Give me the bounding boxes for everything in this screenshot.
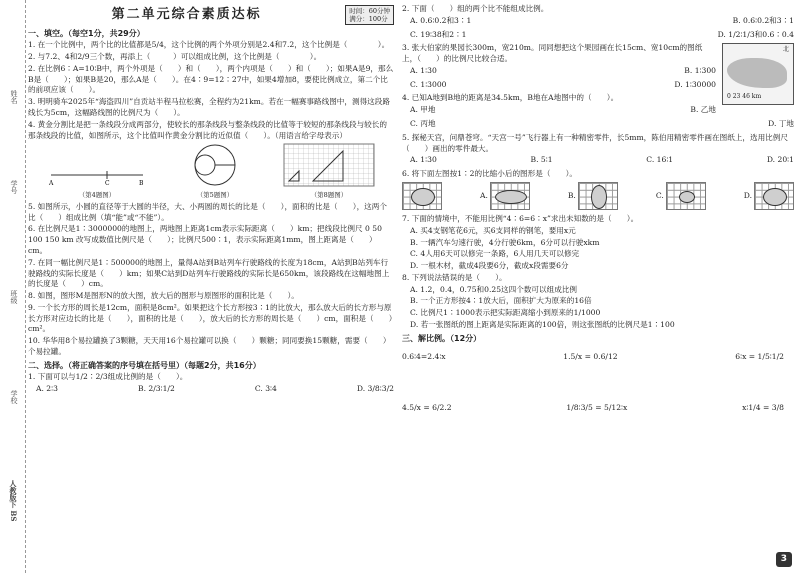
- right-page: [402, 4, 794, 414]
- equation: x∶1/4 = 3/8: [742, 402, 784, 412]
- grid-icon: [402, 182, 442, 210]
- shape-blob: [495, 190, 527, 204]
- figure-4: [47, 161, 147, 199]
- option-b: B. 2/3∶1/2: [137, 383, 175, 393]
- options-row: [410, 30, 794, 41]
- option-line: D. 若一张图纸的图上距离是实际距离的100倍，则这张图纸的比例尺是1∶100: [410, 319, 675, 329]
- question: 1. 在一个比例中，两个比的比值都是5/4，这个比例的两个外项分别是2.4和7.2，这个比例是（ ）。: [28, 40, 390, 50]
- shape-blob: [411, 188, 435, 206]
- options-row: [410, 105, 716, 116]
- option-d: D. 3/8∶3/2: [356, 383, 394, 393]
- grid-icon: [666, 182, 706, 210]
- option-line: B. 一个正方形按4∶1放大后，面积扩大为原来的16倍: [410, 296, 592, 306]
- equation: 4.5/x = 6/2.2: [402, 402, 452, 412]
- option-d: D.: [744, 182, 794, 210]
- svg-text:C: C: [105, 180, 110, 188]
- option-c: C. 1∶3000: [410, 79, 447, 89]
- options-row: [410, 80, 716, 91]
- shape-options-row: [402, 182, 794, 210]
- brand-label: 人教版下 BS: [9, 480, 18, 522]
- option-line: A. 1.2，0.4，0.75和0.25这四个数可以组成比例: [410, 284, 577, 294]
- question: 4. 黄金分割比是把一条线段分成两部分，使较长的那条线段与整条线段的比值等于较短的那条线段与较长的那条线段的比值，如图所示，这个比值叫作黄金分割比的近似值（ ）。（用语言给字母表示）: [28, 119, 387, 140]
- question: 2. 与7.2、4和2/9三个数，再添上（ ）可以组成比例，这个比例是（ ）。: [28, 52, 322, 62]
- option-c: C. 16∶1: [646, 155, 674, 165]
- shape-blob: [679, 191, 695, 203]
- map-scale-bar: 0 23 46 km: [727, 92, 762, 100]
- binding-gutter: [0, 0, 26, 573]
- original-shape: [402, 182, 442, 210]
- time-limit: 时间：60分钟: [349, 6, 390, 15]
- options-row: [410, 16, 794, 27]
- question: 5. 如图所示，小圆的直径等于大圆的半径，大、小两圆的周长的比是（ ），面积的比是（ ），这两个比（ ）组成比例（填“能”或“不能”）。: [28, 201, 387, 222]
- option-a: A. 甲地: [410, 105, 436, 115]
- question: 1. 下面可以与1/2∶2/3组成比例的是（ ）。: [28, 372, 188, 382]
- map-land-shape: [727, 58, 787, 88]
- svg-text:A: A: [49, 180, 54, 188]
- map-figure: [722, 43, 794, 105]
- option-d: D. 20∶1: [766, 155, 794, 165]
- left-page: [28, 4, 394, 398]
- figure-5-caption: （第5题图）: [196, 190, 234, 199]
- options-row: [36, 384, 394, 395]
- option-line: A. 买4支钢笔花6元，买6支同样的钢笔，要用x元: [410, 225, 576, 235]
- option-c: C. 3∶4: [254, 383, 277, 393]
- option-a: A. 2∶3: [36, 383, 58, 393]
- section-2-heading: 二、选择。（将正确答案的序号填在括号里）（每题2分，共16分）: [28, 360, 261, 370]
- question: 6. 在比例尺是1∶3000000的地图上，两地图上距离1cm表示实际距离（ ）km；把线段比例尺 0 50 100 150 km 改写成数值比例尺是（ ）；比例尺500∶1，表示实际距离1mm，图上距离是（ ）cm。: [28, 224, 382, 255]
- option-b: B. 0.6∶0.2和3∶1: [732, 15, 794, 25]
- figure-8: [283, 143, 375, 199]
- option-a: A.: [480, 182, 530, 210]
- grid-icon: [578, 182, 618, 210]
- question: 8. 如图，图形M是图形N的放大图，放大后的图形与原图形的面积比是（ ）。: [28, 291, 299, 301]
- option-line: C. 比例尺1∶1000表示把实际距离缩小到原来的1/1000: [410, 308, 601, 318]
- time-score-box: [345, 5, 394, 26]
- question: 9. 一个长方形的周长是12cm，面积是8cm²。如果把这个长方形按3∶1的比放大，那么放大后的长方形与原长方形对应边长的比是（ ），面积的比是（ ），放大后的长方形的周长是（ ）cm，面积是（ ）cm²。: [28, 302, 393, 334]
- question: 4. 已知A地到B地的距离是34.5km，B地在A地图中的（ ）。: [402, 93, 619, 103]
- full-score: 满分：100分: [349, 15, 388, 23]
- option-d: D. 1∶30000: [674, 79, 716, 89]
- option-c: C.: [656, 182, 706, 210]
- options-row: [410, 119, 794, 130]
- option-c: C. 19∶38和2∶1: [410, 29, 467, 39]
- option-d: D. 丁地: [768, 119, 794, 129]
- option-line: B. 一辆汽车匀速行驶，4分行驶6km，6分可以行驶xkm: [410, 237, 600, 247]
- option-d: D. 1/2∶1/3和0.6∶0.4: [717, 29, 794, 39]
- option-a: A. 1∶30: [410, 65, 437, 75]
- figure-4-caption: （第4题图）: [78, 190, 116, 199]
- equation: 1/8∶3/5 = 5/12∶x: [566, 402, 628, 412]
- question: 6. 将下面左图按1∶2的比缩小后的图形是（ ）。: [402, 169, 577, 179]
- option-line: C. 4人用6天可以修完一条路，6人用几天可以修完: [410, 249, 580, 259]
- option-a: A. 0.6∶0.2和3∶1: [410, 15, 472, 25]
- class-label: 班级: [10, 290, 18, 304]
- shape-blob: [763, 188, 787, 206]
- option-a: A. 1∶30: [410, 155, 437, 165]
- page-title: 第二单元综合素质达标: [111, 6, 262, 22]
- option-b: B. 1∶300: [684, 65, 716, 75]
- question: 2. 下面（ ）组的两个比不能组成比例。: [402, 4, 549, 13]
- page-number: 3: [776, 552, 792, 567]
- option-b: B. 5∶1: [530, 155, 553, 165]
- option-c: C. 丙地: [410, 119, 436, 129]
- question: 5. 探秘天宫，问鼎苍穹。“天宫一号”飞行器上有一种精密零件，长5mm，陈伯用精密零件画在图纸上，选用比例尺（ ）画出的零件最大。: [402, 132, 788, 153]
- equation: 0.6∶4=2.4∶x: [402, 352, 446, 362]
- options-row: [410, 155, 794, 166]
- options-row: [410, 66, 716, 77]
- question: 7. 在同一幅比例尺是1∶500000的地图上，量得A站到B站列车行驶路线的长度为18cm，A站到B站列车行驶路线的实际长度是（ ）km；如果C站到D站列车行驶路线的实际长是650km，该段路线在这幅地图上的长度是（ ）cm。: [28, 257, 390, 289]
- section-1-heading: 一、填空。（每空1分，共29分）: [28, 29, 145, 38]
- solve-row: [402, 403, 794, 414]
- equation: 6∶x = 1/5∶1/2: [735, 352, 784, 362]
- question: 8. 下列说法错误的是（ ）。: [402, 272, 507, 282]
- name-label: 姓名: [10, 90, 18, 104]
- header: [28, 4, 394, 26]
- figure-row: [28, 143, 394, 199]
- section-3-heading: 三、解比例。（12分）: [402, 333, 482, 343]
- school-label: 学校: [10, 390, 18, 404]
- question: 3. 张大伯家的果园长300m，宽210m。同同想把这个果园画在长15cm、宽10cm的图纸上，（ ）的比例尺比较合适。: [402, 43, 703, 64]
- shape-blob: [591, 185, 607, 209]
- svg-text:B: B: [139, 180, 144, 188]
- grid-icon: [490, 182, 530, 210]
- question: 2. 在比例6∶A=10∶B中，两个外项是（ ）和（ ），两个内项是（ ）和（ ）；如果A是9，那么B是（ ）；如果B是20，那么A是（ ）。在4∶9=12∶27中，如果4增加8，要使比例成立，第二个比的前项应该（ ）。: [28, 63, 394, 95]
- two-circles-figure: [185, 143, 245, 187]
- figure-5: [185, 143, 245, 199]
- equation: 1.5/x = 0.6/12: [563, 352, 618, 362]
- scaled-shapes-grid-figure: [283, 143, 375, 187]
- option-line: D. 一根木材，截成4段要6分，截成x段需要6分: [410, 261, 569, 271]
- solve-row: [402, 352, 794, 363]
- grid-icon: [754, 182, 794, 210]
- question: 3. 明明骑车2025年“海盗四川”自贡站半程马拉松赛，全程约为21km。若在一幅赛事路线图中，测得这段路线长为5cm，这幅路线图的比例尺为（ ）。: [28, 97, 390, 118]
- north-label: 北: [782, 46, 789, 54]
- golden-ratio-line-figure: [47, 161, 147, 187]
- option-b: B. 乙地: [690, 105, 716, 115]
- question: 7. 下面的情境中，不能用比例“4∶6=6∶x”求出未知数的是（ ）。: [402, 213, 639, 223]
- figure-8-caption: （第8题图）: [310, 190, 348, 199]
- question: 10. 华华用8个易拉罐换了3颗糖，天天用16个易拉罐可以换（ ）颗糖；同同要换15颗糖，需要（ ）个易拉罐。: [28, 336, 391, 356]
- student-id-label: 学号: [10, 180, 18, 194]
- option-b: B.: [568, 182, 618, 210]
